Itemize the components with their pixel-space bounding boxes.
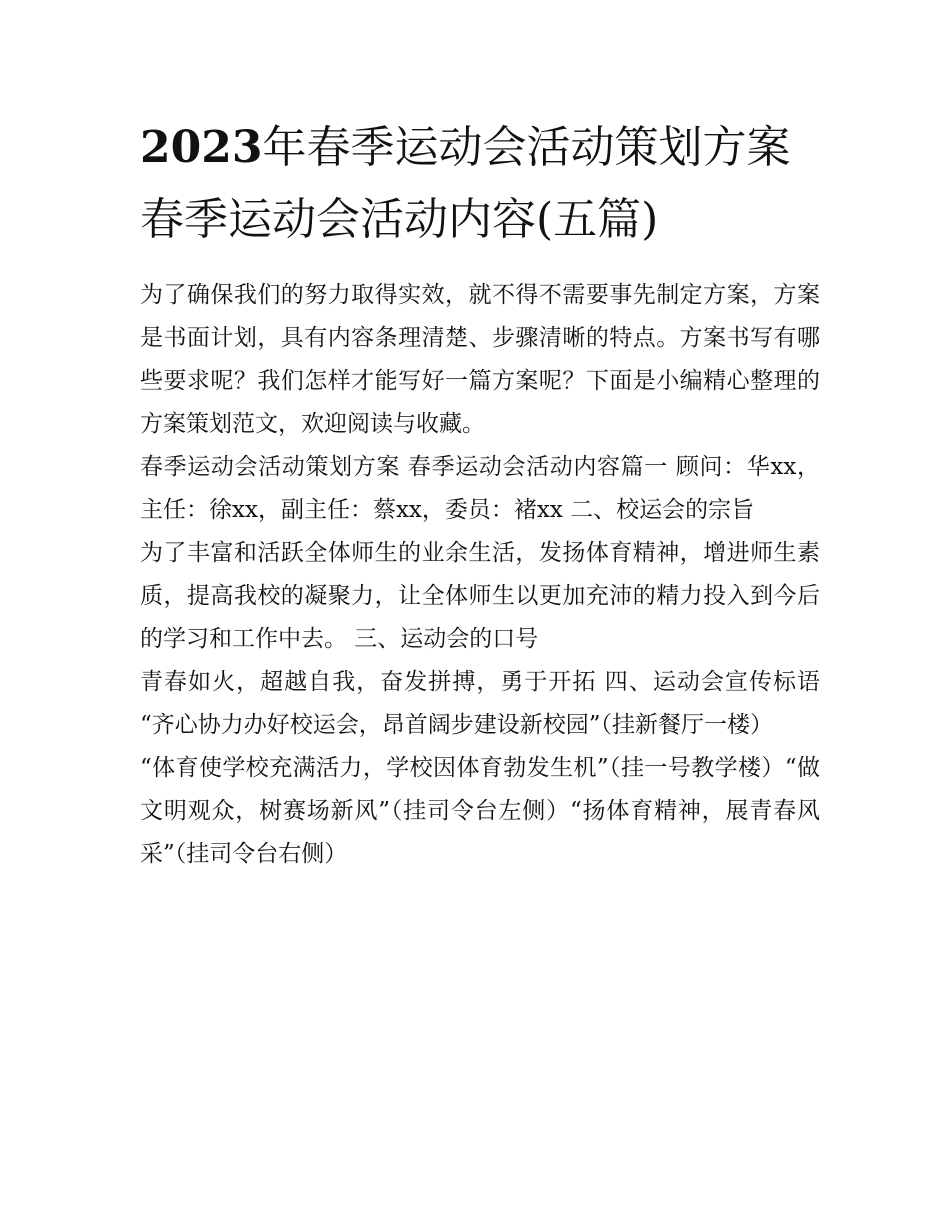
paragraph-committee: 春季运动会活动策划方案 春季运动会活动内容篇一 顾问：华xx，主任：徐xx，副主任：蔡xx，委员：褚xx 二、校运会的宗旨 bbox=[140, 454, 820, 523]
paragraph-purpose: 为了丰富和活跃全体师生的业余生活，发扬体育精神，增进师生素质，提高我校的凝聚力，让全体师生以更加充沛的精力投入到今后的学习和工作中去。 三、运动会的口号 bbox=[140, 540, 820, 652]
title-year: 2023 bbox=[140, 122, 263, 173]
document-title bbox=[140, 112, 820, 256]
paragraph-slogan: 青春如火，超越自我，奋发拼搏，勇于开拓 四、运动会宣传标语 “齐心协力办好校运会，昂首阔步建设新校园”（挂新餐厅一楼） bbox=[140, 669, 820, 738]
paragraph-banners: “体育使学校充满活力，学校因体育勃发生机”（挂一号教学楼）“做文明观众，树赛场新风”（挂司令台左侧）“扬体育精神，展青春风采”（挂司令台右侧） bbox=[140, 755, 820, 867]
document-page bbox=[140, 112, 820, 876]
document-body bbox=[140, 274, 820, 876]
paragraph-intro: 为了确保我们的努力取得实效，就不得不需要事先制定方案，方案是书面计划，具有内容条理清楚、步骤清晰的特点。方案书写有哪些要求呢？我们怎样才能写好一篇方案呢？下面是小编精心整理的方案策划范文，欢迎阅读与收藏。 bbox=[140, 282, 820, 437]
title-text: 年春季运动会活动策划方案 春季运动会活动内容(五篇) bbox=[140, 122, 791, 245]
